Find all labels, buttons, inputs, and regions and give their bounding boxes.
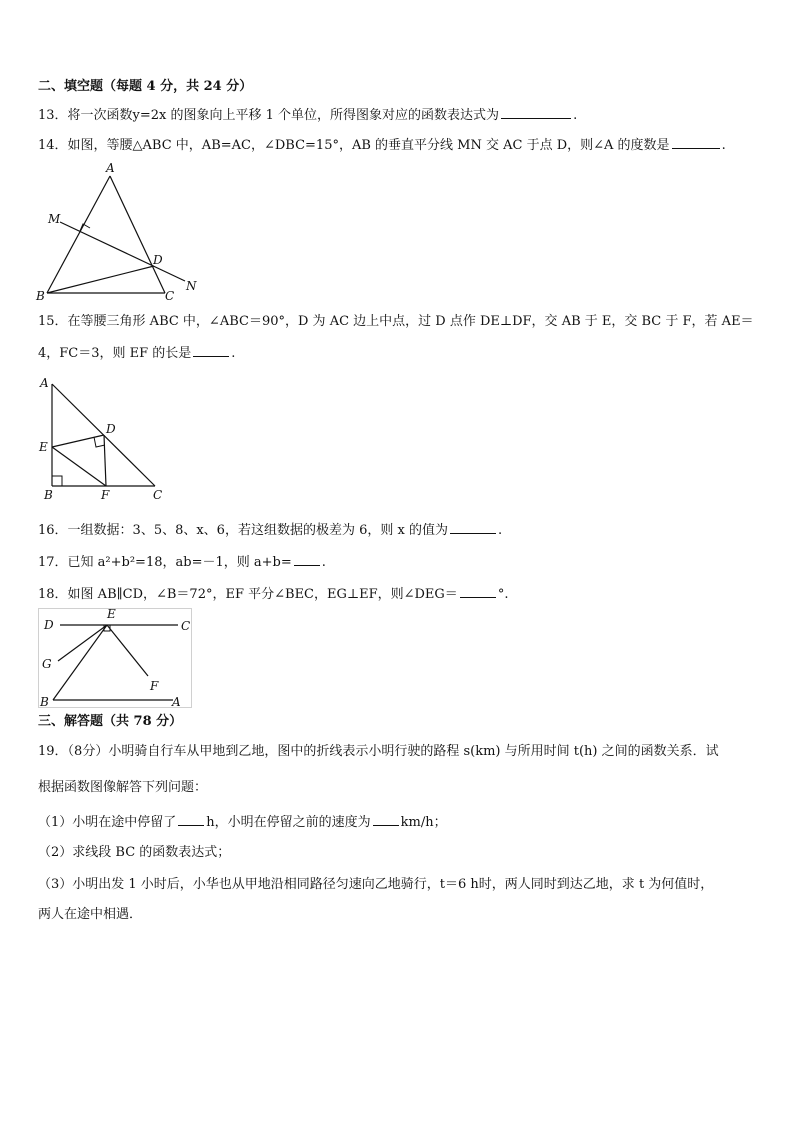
question-19-line-2: 根据函数图像解答下列问题： (38, 780, 208, 795)
label-C: C (165, 289, 175, 303)
question-18: 18．如图 AB∥CD，∠B＝72°，EF 平分∠BEC，EG⊥EF，则∠DEG＝ °. (38, 584, 508, 604)
label-C: C (181, 619, 191, 633)
section-3-title: 三、解答题（共 78 分） (38, 714, 183, 729)
label-F: F (101, 488, 110, 502)
answer-blank[interactable] (672, 135, 720, 149)
figure-14-triangle (30, 158, 210, 308)
figure-18-parallel-lines (38, 606, 193, 708)
answer-blank[interactable] (373, 812, 399, 826)
answer-blank[interactable] (450, 520, 496, 534)
question-15-line-1: 15．在等腰三角形 ABC 中，∠ABC＝90°，D 为 AC 边上中点，过 D 点作 DE⊥DF，交 AB 于 E，交 BC 于 F，若 AE＝ (38, 314, 754, 329)
question-19-line-1: 19．（8分）小明骑自行车从甲地到乙地，图中的折线表示小明行驶的路程 s(km) 与所用时间 t(h) 之间的函数关系．试 (38, 744, 719, 759)
label-A: A (172, 695, 181, 708)
label-M: M (48, 212, 61, 226)
label-E: E (107, 607, 116, 621)
question-19-part-3: （3）小明出发 1 小时后，小华也从甲地沿相同路径匀速向乙地骑行，t＝6 h时，两人同时到达乙地，求 t 为何值时， (38, 877, 714, 892)
answer-blank[interactable] (178, 812, 204, 826)
answer-blank[interactable] (460, 584, 496, 598)
question-19-part-1: （1）小明在途中停留了 h，小明在停留之前的速度为 km/h； (38, 812, 447, 832)
label-B: B (44, 488, 53, 502)
question-15-line-2: 4，FC＝3，则 EF 的长是 . (38, 343, 235, 363)
question-19-part-2: （2）求线段 BC 的函数表达式； (38, 845, 231, 860)
question-17: 17．已知 a²+b²=18，ab=－1，则 a+b= . (38, 552, 326, 572)
label-A: A (40, 376, 49, 390)
label-B: B (36, 289, 45, 303)
label-D: D (153, 253, 163, 267)
label-A: A (106, 161, 115, 175)
label-D: D (106, 422, 116, 436)
label-C: C (153, 488, 163, 502)
figure-15-triangle (30, 372, 180, 504)
answer-blank[interactable] (193, 343, 229, 357)
label-B: B (40, 695, 49, 708)
answer-blank[interactable] (294, 552, 320, 566)
question-14-text: 14．如图，等腰△ABC 中，AB=AC，∠DBC=15°，AB 的垂直平分线 MN 交 AC 于点 D，则∠A 的度数是 (38, 138, 670, 153)
answer-blank[interactable] (501, 105, 571, 119)
question-19-part-3-cont: 两人在途中相遇． (38, 907, 143, 922)
section-2-title: 二、填空题（每题 4 分，共 24 分） (38, 79, 253, 94)
label-G: G (42, 657, 52, 671)
label-N: N (186, 279, 197, 293)
question-16: 16．一组数据：3、5、8、x、6，若这组数据的极差为 6，则 x 的值为 . (38, 520, 502, 540)
label-E: E (39, 440, 48, 454)
label-D: D (44, 618, 54, 632)
label-F: F (150, 679, 159, 693)
question-13: 13．将一次函数y=2x 的图象向上平移 1 个单位，所得图象对应的函数表达式为 . (38, 105, 577, 125)
question-13-text: 13．将一次函数y=2x 的图象向上平移 1 个单位，所得图象对应的函数表达式为 (38, 108, 500, 123)
question-14: 14．如图，等腰△ABC 中，AB=AC，∠DBC=15°，AB 的垂直平分线 MN 交 AC 于点 D，则∠A 的度数是 . (38, 135, 726, 155)
